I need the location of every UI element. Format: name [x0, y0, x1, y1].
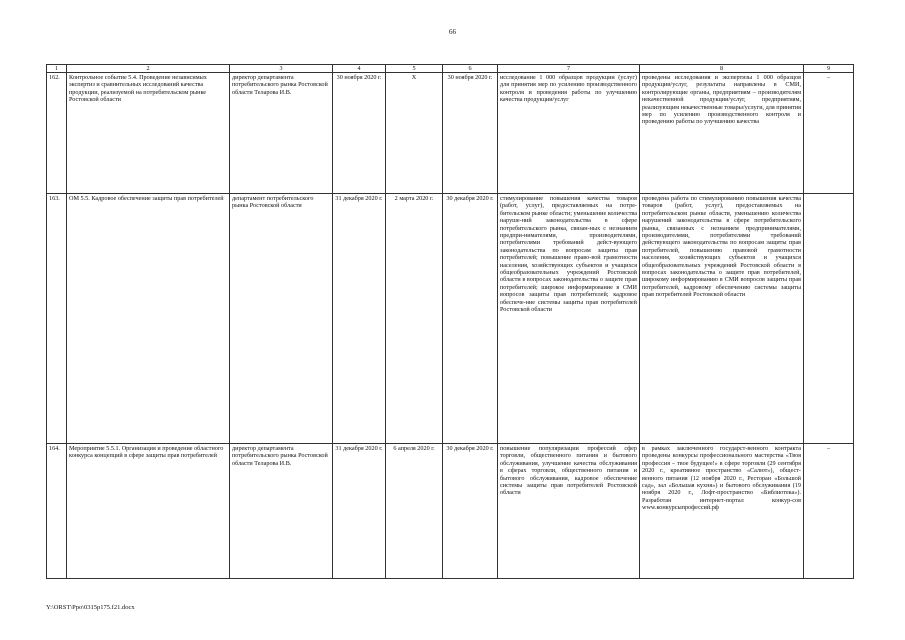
col-header-1: 1: [47, 65, 67, 73]
actual-start-date: 2 марта 2020 г.: [386, 194, 443, 444]
actual-end-date: 30 декабря 2020 г.: [443, 444, 498, 579]
column-number-row: [47, 65, 854, 73]
note: [804, 194, 854, 444]
actual-start-date: X: [386, 73, 443, 194]
responsible-executor: департамент потребительского рынка Ростовской области: [230, 194, 333, 444]
col-header-3: 3: [230, 65, 333, 73]
table-row: [47, 73, 854, 194]
actual-result: проведены исследования и экспертизы 1 000 образцов продукции/услуг, результаты направлены в СМИ, контролирующие органы, предприятиям – производителям некачественной продукции/услуг, предприятиям, реализующим некачественные товары/услуги, для принятия мер по усилению производственного контроля и проведению работы по улучшению качества: [640, 73, 804, 194]
col-header-5: 5: [386, 65, 443, 73]
table-row: [47, 194, 854, 444]
col-header-2: 2: [67, 65, 230, 73]
planned-result: повышение популяризации профессий сфер торговли, общественного питания и бытового обслуживания, улучшение качества обслуживания в сферах торговли, общественного питания и бытового обслуживания, кадровое обеспечение системы защиты прав потребителей Ростовской области: [498, 444, 640, 579]
actual-end-date: 30 декабря 2020 г.: [443, 194, 498, 444]
planned-result: стимулирование повышения качества товаров (работ, услуг), предоставляемых на потре-бительском рынке области; уменьшение количества наруше-ний законодательства в сфере потребительского рынка, связан-ных с незнанием предпри-нимателями, производителями, потребителями требований дейст-вующего законодательства по вопросам защиты прав потребителей; повышение право-вой грамотности населения, хозяйствующих субъектов и учащихся общеобразовательных учреждений Ростовской области в вопросах законодательства о защите прав потребителей; широкое информирование в СМИ вопросов защиты прав потребителей; кадровое обеспече-ние системы защиты прав потребителей Ростовской области: [498, 194, 640, 444]
actual-result: в рамках заключенного государст-венного контракта проведены конкурсы профессионального мастерства «Твоя профессия – твое будущее!» в сфере торговли (29 сентября 2020 г., креативное пространство «Салют»), общест-венного питания (12 ноября 2020 г., Ресторан «Большой сад», зал «Большая кухня») и бытового обслуживания (19 ноября 2020 г., Лофт-пространство «Библиотека»). Разработан интернет-портал конкур-сов www.конкурсыпрофессий.рф: [640, 444, 804, 579]
page-number: 66: [449, 28, 456, 36]
actual-start-date: 6 апреля 2020 г.: [386, 444, 443, 579]
row-number: 163.: [47, 194, 67, 444]
planned-date: 30 ноября 2020 г.: [333, 73, 386, 194]
table-row: [47, 444, 854, 579]
col-header-7: 7: [498, 65, 640, 73]
report-table: [46, 64, 854, 579]
col-header-9: 9: [804, 65, 854, 73]
note: –: [804, 444, 854, 579]
file-path-footer: Y:\ORST\Ppo\0315p175.f21.docx: [46, 604, 135, 611]
row-number: 164.: [47, 444, 67, 579]
activity-name: Контрольное событие 5.4. Проведение независимых экспертиз и сравнительных исследований качества продукции, реализуемой на потребительском рынке Ростовской области: [67, 73, 230, 194]
planned-result: исследование 1 000 образцов продукции (услуг) для принятия мер по усилению производственного контроля и проведения работы по улучшению качества продукции/услуг: [498, 73, 640, 194]
col-header-4: 4: [333, 65, 386, 73]
responsible-executor: директор департамента потребительского рынка Ростовской области Теларова И.В.: [230, 73, 333, 194]
activity-name: Мероприятие 5.5.1. Организация и проведение областного конкурса концепций в сфере защиты прав потребителей: [67, 444, 230, 579]
col-header-6: 6: [443, 65, 498, 73]
activity-name: ОМ 5.5. Кадровое обеспечение защиты прав потребителей: [67, 194, 230, 444]
note: –: [804, 73, 854, 194]
actual-result: проведена работа по стимулированию повышения качества товаров (работ, услуг), предоставляемых на потребительском рынке области, уменьшению количества нарушений законодательства в сфере потребительского рынка, связанных с незнанием предпринимателями, производителями, потребителями требований действующего законодательства по вопросам защиты прав потребителей, повышению правовой грамотности населения, хозяйствующих субъектов и учащихся общеобразовательных учреждений Ростовской области в вопросах законодательства о защите прав потребителей, широкому информированию в СМИ вопросов защиты прав потребителей, кадровому обеспечению системы защиты прав потребителей Ростовской области: [640, 194, 804, 444]
responsible-executor: директор департамента потребительского рынка Ростовской области Теларова И.В.: [230, 444, 333, 579]
row-number: 162.: [47, 73, 67, 194]
planned-date: 31 декабря 2020 г.: [333, 444, 386, 579]
col-header-8: 8: [640, 65, 804, 73]
actual-end-date: 30 ноября 2020 г.: [443, 73, 498, 194]
planned-date: 31 декабря 2020 г.: [333, 194, 386, 444]
